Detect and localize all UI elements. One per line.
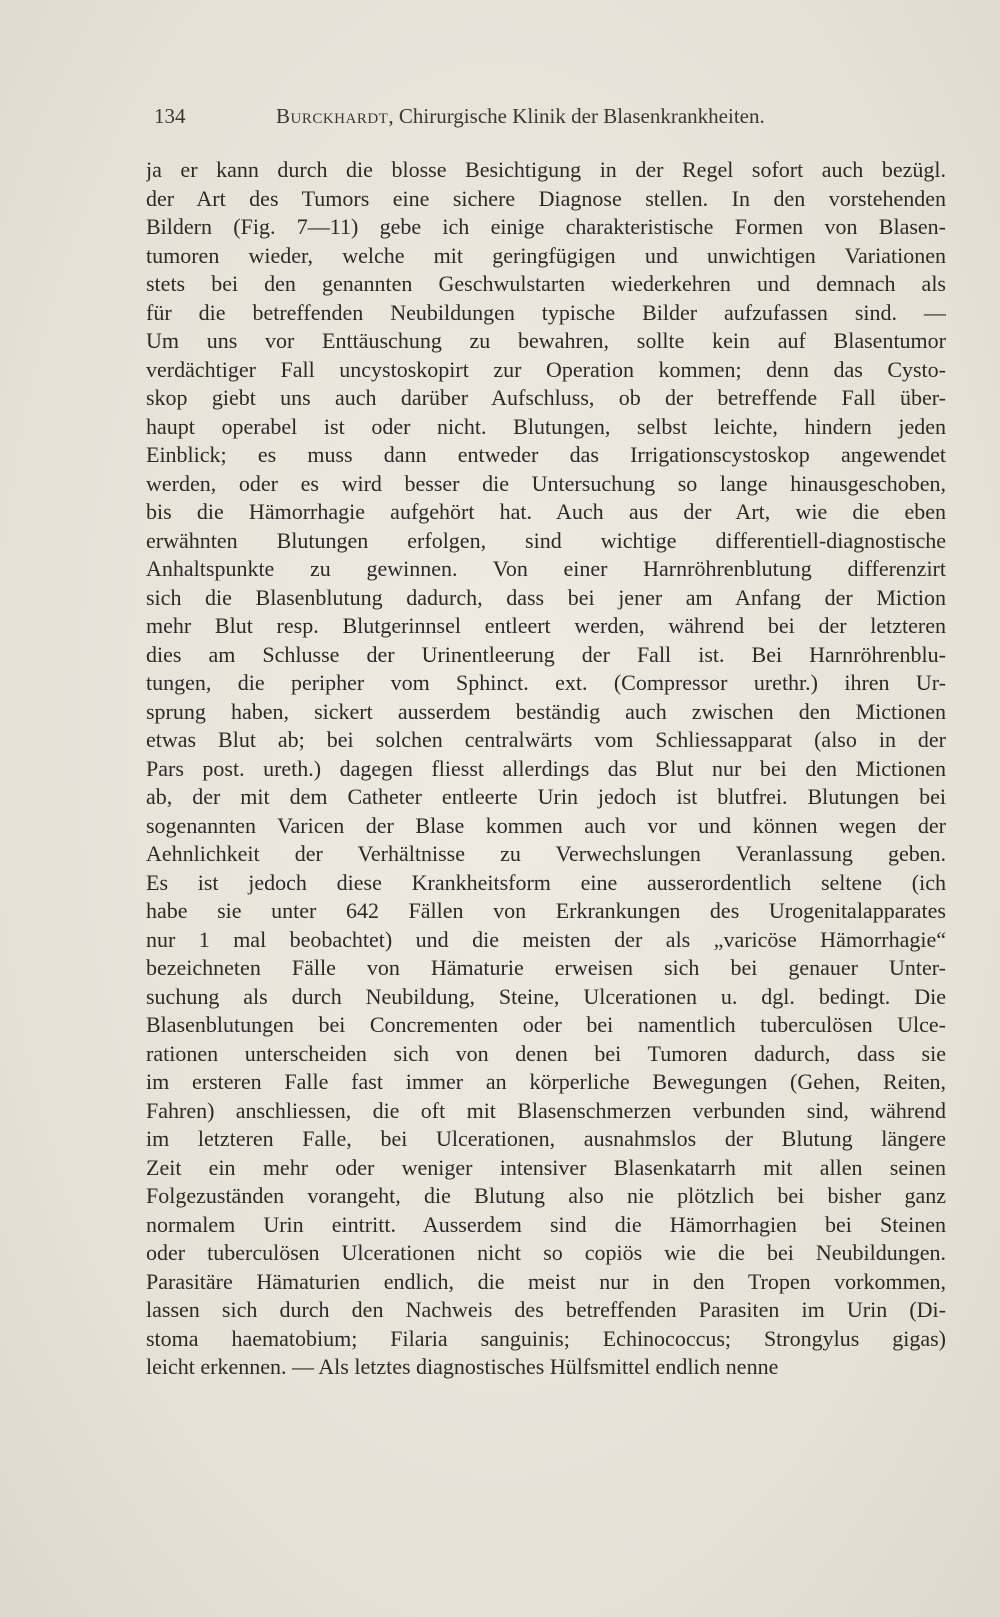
text-line: dies am Schlusse der Urinentleerung der Fall ist. Bei Harnröhrenblu- [146,641,946,667]
book-title: , Chirurgische Klinik der Blasenkrankheiten. [388,104,765,128]
text-line: erwähnten Blutungen erfolgen, sind wichtige differentiell-diagnostische [146,527,946,553]
text-line: Parasitäre Hämaturien endlich, die meist nur in den Tropen vorkommen, [146,1268,946,1294]
author-name: Burckhardt [276,104,389,128]
text-line: im letzteren Falle, bei Ulcerationen, ausnahmslos der Blutung längere [146,1126,946,1151]
text-line: für die betreffenden Neubildungen typische Bilder aufzufassen sind. — [146,299,946,325]
text-line: Fahren) anschliessen, die oft mit Blasenschmerzen verbunden sind, während [146,1097,946,1123]
text-line: suchung als durch Neubildung, Steine, Ulcerationen u. dgl. bedingt. Die [146,983,946,1009]
text-line: tungen, die peripher vom Sphinct. ext. (Compressor urethr.) ihren Ur- [146,670,946,695]
text-line: der Art des Tumors eine sichere Diagnose stellen. In den vorstehenden [146,185,946,211]
text-line: rationen unterscheiden sich von denen bei Tumoren dadurch, dass sie [146,1040,946,1066]
text-line: ab, der mit dem Catheter entleerte Urin jedoch ist blutfrei. Blutungen bei [146,784,946,809]
text-line: Zeit ein mehr oder weniger intensiver Blasenkatarrh mit allen seinen [146,1154,946,1180]
text-line: Bildern (Fig. 7—11) gebe ich einige charakteristische Formen von Blasen- [146,214,946,239]
text-line: Aehnlichkeit der Verhältnisse zu Verwechslungen Veranlassung geben. [146,841,946,866]
text-line: sprung haben, sickert ausserdem beständig auch zwischen den Mictionen [146,698,946,724]
running-header [154,104,834,134]
page-number: 134 [154,104,186,128]
text-line: Anhaltspunkte zu gewinnen. Von einer Harnröhrenblutung differenzirt [146,556,946,581]
text-line: bis die Hämorrhagie aufgehört hat. Auch aus der Art, wie die eben [146,499,946,524]
text-line: tumoren wieder, welche mit geringfügigen und unwichtigen Variationen [146,242,946,268]
text-line: sogenannten Varicen der Blase kommen auch vor und können wegen der [146,812,946,838]
text-line: sich die Blasenblutung dadurch, dass bei jener am Anfang der Miction [146,584,946,610]
text-line: etwas Blut ab; bei solchen centralwärts vom Schliessapparat (also in der [146,727,946,752]
text-line: haupt operabel ist oder nicht. Blutungen, selbst leichte, hindern jeden [146,413,946,439]
text-line: im ersteren Falle fast immer an körperliche Bewegungen (Gehen, Reiten, [146,1069,946,1094]
text-line: normalem Urin eintritt. Ausserdem sind die Hämorrhagien bei Steinen [146,1211,946,1237]
text-line: Folgezuständen vorangeht, die Blutung also nie plötzlich bei bisher ganz [146,1183,946,1208]
text-line: Es ist jedoch diese Krankheitsform eine ausserordentlich seltene (ich [146,869,946,895]
text-line: Blasenblutungen bei Concrementen oder bei namentlich tuberculösen Ulce- [146,1012,946,1037]
text-line: Pars post. ureth.) dagegen fliesst allerdings das Blut nur bei den Mictionen [146,755,946,781]
text-line: mehr Blut resp. Blutgerinnsel entleert werden, während bei der letzteren [146,613,946,638]
text-line: skop giebt uns auch darüber Aufschluss, ob der betreffende Fall über- [146,385,946,410]
text-line: habe sie unter 642 Fällen von Erkrankungen des Urogenitalapparates [146,898,946,923]
text-line: stoma haematobium; Filaria sanguinis; Echinococcus; Strongylus gigas) [146,1325,946,1351]
body-text [146,156,946,1382]
running-title [276,104,765,129]
text-line: ja er kann durch die blosse Besichtigung in der Regel sofort auch bezügl. [146,157,946,182]
text-line: werden, oder es wird besser die Untersuchung so lange hinausgeschoben, [146,470,946,496]
text-line: oder tuberculösen Ulcerationen nicht so copiös wie die bei Neubildungen. [146,1240,946,1265]
text-line: Einblick; es muss dann entweder das Irrigationscystoskop angewendet [146,442,946,467]
text-line: lassen sich durch den Nachweis des betreffenden Parasiten im Urin (Di- [146,1297,946,1322]
text-line: nur 1 mal beobachtet) und die meisten der als „varicöse Hämorrhagie“ [146,926,946,952]
text-line: bezeichneten Fälle von Hämaturie erweisen sich bei genauer Unter- [146,955,946,980]
text-line: stets bei den genannten Geschwulstarten wiederkehren und demnach als [146,271,946,296]
text-line: leicht erkennen. — Als letztes diagnostisches Hülfsmittel endlich nenne [146,1354,779,1379]
text-line: Um uns vor Enttäuschung zu bewahren, sollte kein auf Blasentumor [146,328,946,353]
text-line: verdächtiger Fall uncystoskopirt zur Operation kommen; denn das Cysto- [146,356,946,382]
